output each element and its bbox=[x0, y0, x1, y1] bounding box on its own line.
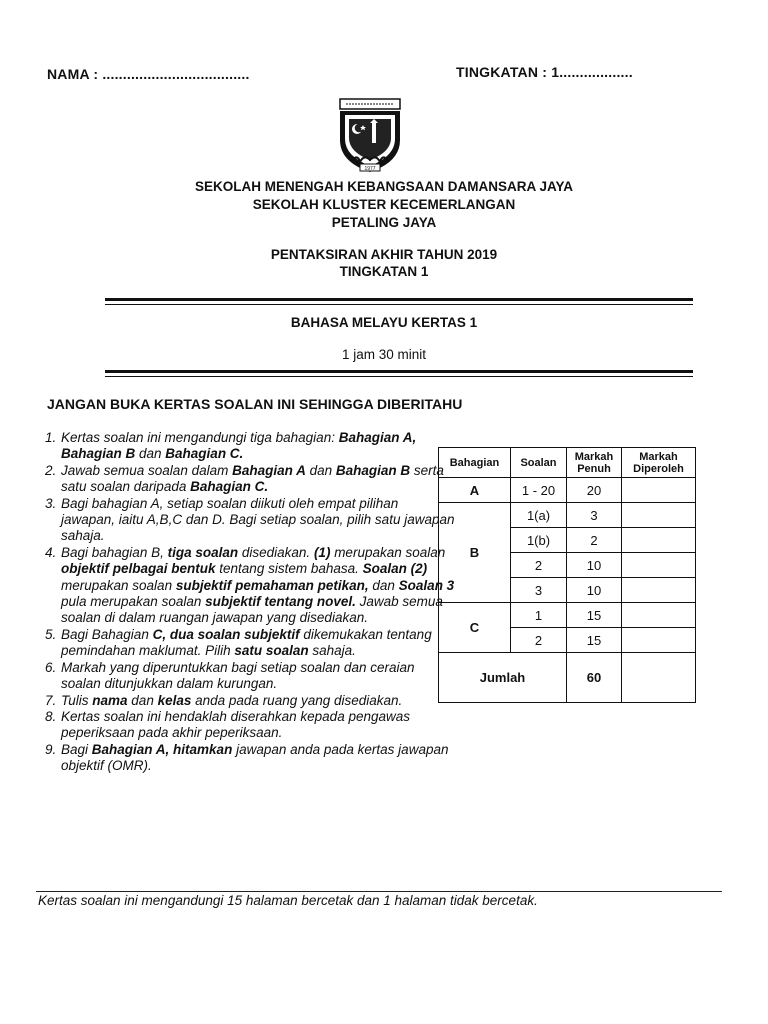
instruction-text: jawapan anda pada kertas jawapan objektif (OMR). bbox=[61, 741, 449, 774]
section-c-score-cell[interactable] bbox=[622, 628, 696, 653]
instruction-item bbox=[60, 709, 455, 742]
form-field[interactable] bbox=[456, 64, 633, 80]
instruction-bold-text: satu soalan bbox=[234, 643, 309, 659]
table-row bbox=[439, 603, 696, 628]
instruction-bold-text: Bahagian B bbox=[335, 462, 411, 478]
form-label: TINGKATAN : bbox=[456, 64, 548, 80]
section-a-markah: 20 bbox=[567, 478, 622, 503]
instruction-text: disediakan. bbox=[238, 544, 314, 560]
instruction-bold-text: subjektif tentang novel. bbox=[205, 594, 356, 610]
instruction-text: Jawab semua soalan dalam bbox=[61, 462, 233, 478]
instruction-text: Bagi bahagian B, bbox=[61, 544, 168, 560]
exam-form: TINGKATAN 1 bbox=[339, 264, 429, 279]
section-b-markah: 10 bbox=[567, 578, 622, 603]
instruction-item bbox=[60, 430, 455, 463]
instruction-text: dan bbox=[368, 577, 399, 593]
school-name: SEKOLAH MENENGAH KEBANGSAAN DAMANSARA JAYA bbox=[194, 179, 574, 194]
section-b-label: B bbox=[439, 503, 511, 603]
exam-duration: 1 jam 30 minit bbox=[341, 347, 427, 362]
instruction-text: dan bbox=[127, 692, 158, 708]
section-c-score-cell[interactable] bbox=[622, 603, 696, 628]
footer-note: Kertas soalan ini mengandungi 15 halaman bercetak dan 1 halaman tidak bercetak. bbox=[38, 893, 538, 908]
school-crest-icon bbox=[330, 96, 410, 178]
name-blank[interactable]: .................................... bbox=[102, 66, 250, 82]
instruction-text: dan bbox=[135, 446, 166, 462]
instruction-bold-text: C, dua soalan subjektif bbox=[152, 626, 300, 642]
instruction-text: Markah yang diperuntukkan bagi setiap soalan dan ceraian soalan ditunjukkan dalam kurungan. bbox=[61, 659, 415, 692]
section-c-soalan: 1 bbox=[511, 603, 567, 628]
section-c-markah: 15 bbox=[567, 628, 622, 653]
header-markah-penuh: Markah Penuh bbox=[567, 448, 622, 478]
school-location: PETALING JAYA bbox=[331, 215, 437, 230]
instruction-text: Kertas soalan ini hendaklah diserahkan kepada pengawas peperiksaan pada akhir peperiksaan. bbox=[61, 708, 410, 741]
instruction-bold-text: Bahagian A bbox=[232, 462, 306, 478]
header-bahagian: Bahagian bbox=[439, 448, 511, 478]
instruction-text: dikemukakan tentang pemindahan maklumat. Pilih bbox=[61, 626, 432, 659]
instruction-item bbox=[60, 693, 455, 709]
total-row bbox=[439, 653, 696, 703]
instruction-item bbox=[60, 545, 455, 627]
table-row bbox=[439, 478, 696, 503]
instruction-text: Bagi Bahagian bbox=[61, 626, 153, 642]
marks-table bbox=[438, 447, 696, 703]
form-blank[interactable]: 1.................. bbox=[551, 64, 633, 80]
total-value: 60 bbox=[567, 653, 622, 703]
instruction-text: Kertas soalan ini mengandungi tiga bahagian: bbox=[61, 430, 339, 445]
instruction-bold-text: nama bbox=[92, 692, 128, 708]
section-b-soalan: 1(a) bbox=[511, 503, 567, 528]
section-b-score-cell[interactable] bbox=[622, 528, 696, 553]
section-b-markah: 10 bbox=[567, 553, 622, 578]
instruction-bold-text: Bahagian A, Bahagian B bbox=[61, 430, 417, 462]
instruction-text: sahaja. bbox=[308, 643, 356, 659]
section-b-soalan: 3 bbox=[511, 578, 567, 603]
header-markah-diperoleh: Markah Diperoleh bbox=[622, 448, 696, 478]
instruction-text: dan bbox=[305, 462, 336, 478]
divider-bottom-thick bbox=[105, 370, 693, 373]
school-cluster: SEKOLAH KLUSTER KECEMERLANGAN bbox=[252, 197, 516, 212]
svg-text:1977: 1977 bbox=[364, 166, 376, 172]
instruction-text: merupakan soalan bbox=[330, 544, 446, 560]
instructions-list bbox=[36, 430, 455, 775]
instruction-bold-text: Soalan 3 bbox=[398, 577, 455, 593]
section-a-label: A bbox=[439, 478, 511, 503]
divider-top-thick bbox=[105, 298, 693, 301]
section-b-score-cell[interactable] bbox=[622, 578, 696, 603]
section-c-label: C bbox=[439, 603, 511, 653]
section-b-soalan: 1(b) bbox=[511, 528, 567, 553]
instruction-bold-text: (1) bbox=[313, 544, 331, 560]
instruction-text: Tulis bbox=[61, 692, 93, 708]
notice-heading: JANGAN BUKA KERTAS SOALAN INI SEHINGGA DIBERITAHU bbox=[47, 396, 463, 412]
divider-bottom-thin bbox=[105, 376, 693, 377]
instruction-bold-text: objektif pelbagai bentuk bbox=[61, 561, 216, 577]
table-row bbox=[439, 503, 696, 528]
instruction-text: pula merupakan soalan bbox=[61, 594, 206, 610]
instruction-text: tentang sistem bahasa. bbox=[215, 561, 363, 577]
section-b-markah: 3 bbox=[567, 503, 622, 528]
section-a-soalan: 1 - 20 bbox=[511, 478, 567, 503]
instruction-text: Jawab semua soalan di dalam ruangan jawapan yang disediakan. bbox=[61, 594, 443, 626]
table-header-row bbox=[439, 448, 696, 478]
total-score-cell[interactable] bbox=[622, 653, 696, 703]
instruction-bold-text: kelas bbox=[157, 692, 192, 708]
section-b-score-cell[interactable] bbox=[622, 553, 696, 578]
instruction-text: merupakan soalan bbox=[61, 577, 176, 593]
instruction-text: Bagi bbox=[61, 741, 92, 757]
instruction-bold-text: Soalan (2) bbox=[362, 561, 428, 577]
instruction-text: anda pada ruang yang disediakan. bbox=[191, 692, 403, 708]
instruction-text: serta satu soalan daripada bbox=[61, 462, 444, 495]
instruction-item bbox=[60, 496, 455, 545]
paper-title: BAHASA MELAYU KERTAS 1 bbox=[290, 315, 478, 330]
instruction-bold-text: Bahagian C. bbox=[190, 479, 269, 495]
name-label: NAMA : bbox=[47, 66, 99, 82]
instruction-bold-text: subjektif pemahaman petikan, bbox=[175, 577, 369, 593]
section-b-markah: 2 bbox=[567, 528, 622, 553]
section-c-markah: 15 bbox=[567, 603, 622, 628]
footer-divider bbox=[36, 891, 722, 892]
header-soalan: Soalan bbox=[511, 448, 567, 478]
instruction-bold-text: Bahagian C. bbox=[165, 446, 244, 462]
instruction-item bbox=[60, 627, 455, 660]
instruction-bold-text: tiga soalan bbox=[167, 544, 239, 560]
instruction-item bbox=[60, 463, 455, 496]
section-a-score-cell[interactable] bbox=[622, 478, 696, 503]
section-c-soalan: 2 bbox=[511, 628, 567, 653]
section-b-score-cell[interactable] bbox=[622, 503, 696, 528]
exam-title: PENTAKSIRAN AKHIR TAHUN 2019 bbox=[270, 247, 498, 262]
divider-top-thin bbox=[105, 304, 693, 305]
instruction-text: Bagi bahagian A, setiap soalan diikuti oleh empat pilihan jawapan, iaitu A,B,C dan D. Bagi setiap soalan, pilih satu jawapan sahaja. bbox=[61, 495, 455, 544]
instruction-item bbox=[60, 660, 455, 693]
instruction-bold-text: Bahagian A, hitamkan bbox=[91, 741, 233, 757]
name-field[interactable] bbox=[47, 66, 250, 82]
total-label: Jumlah bbox=[439, 653, 567, 703]
section-b-soalan: 2 bbox=[511, 553, 567, 578]
instruction-item bbox=[60, 742, 455, 775]
